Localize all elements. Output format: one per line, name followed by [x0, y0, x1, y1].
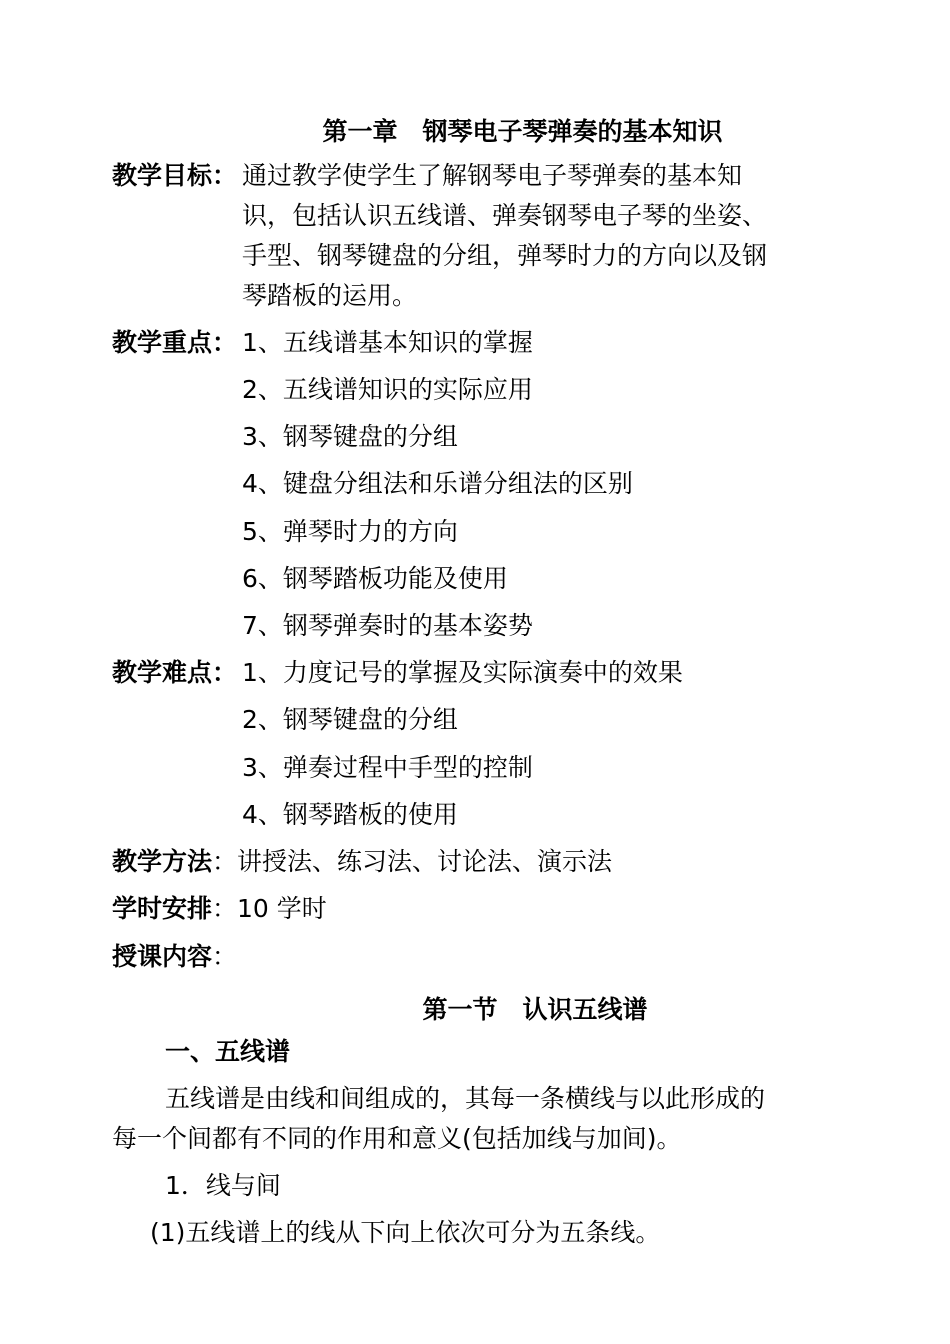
item-text: (1)五线谱上的线从下向上依次可分为五条线。 [150, 1218, 661, 1247]
key-point-item: 1、五线谱基本知识的掌握 [242, 328, 533, 357]
key-point-item: 3、钢琴键盘的分组 [242, 422, 458, 451]
key-point-item: 2、五线谱知识的实际应用 [242, 375, 533, 404]
hours-row [112, 893, 327, 925]
key-point-item: 7、钢琴弹奏时的基本姿势 [242, 611, 533, 640]
section-title: 第一节 认识五线谱 [422, 995, 648, 1024]
key-points-label: 教学重点： [112, 328, 238, 357]
paragraph-line-1: 五线谱是由线和间组成的，其每一条横线与以此形成的 [165, 1084, 766, 1113]
difficulties-label: 教学难点： [112, 658, 238, 687]
hours-label: 学时安排 [112, 894, 213, 923]
methods-label: 教学方法 [112, 847, 213, 876]
difficulty-item: 2、钢琴键盘的分组 [242, 705, 458, 734]
content-label: 授课内容 [112, 942, 213, 971]
objective-line-2: 识，包括认识五线谱、弹奏钢琴电子琴的坐姿、 [242, 201, 768, 230]
key-point-item: 4、键盘分组法和乐谱分组法的区别 [242, 469, 633, 498]
objective-line-3: 手型、钢琴键盘的分组，弹琴时力的方向以及钢 [242, 241, 768, 270]
paragraph-line-2: 每一个间都有不同的作用和意义(包括加线与加间)。 [112, 1124, 682, 1153]
key-point-item: 6、钢琴踏板功能及使用 [242, 564, 508, 593]
item-heading: 1．线与间 [165, 1171, 281, 1200]
key-point-item: 5、弹琴时力的方向 [242, 517, 458, 546]
content-row [112, 941, 237, 973]
methods-row [112, 846, 612, 878]
difficulty-item: 1、力度记号的掌握及实际演奏中的效果 [242, 658, 683, 687]
objective-label: 教学目标： [112, 161, 238, 190]
hours-value: ：10 学时 [212, 894, 327, 923]
methods-value: ：讲授法、练习法、讨论法、演示法 [212, 847, 613, 876]
difficulty-item: 4、钢琴踏板的使用 [242, 800, 458, 829]
subsection-heading: 一、五线谱 [165, 1037, 291, 1066]
objective-line-4: 琴踏板的运用。 [242, 281, 418, 310]
objective-line-1: 通过教学使学生了解钢琴电子琴弹奏的基本知 [242, 161, 743, 190]
chapter-title: 第一章 钢琴电子琴弹奏的基本知识 [322, 117, 723, 146]
content-value: ： [212, 942, 238, 971]
difficulty-item: 3、弹奏过程中手型的控制 [242, 753, 533, 782]
